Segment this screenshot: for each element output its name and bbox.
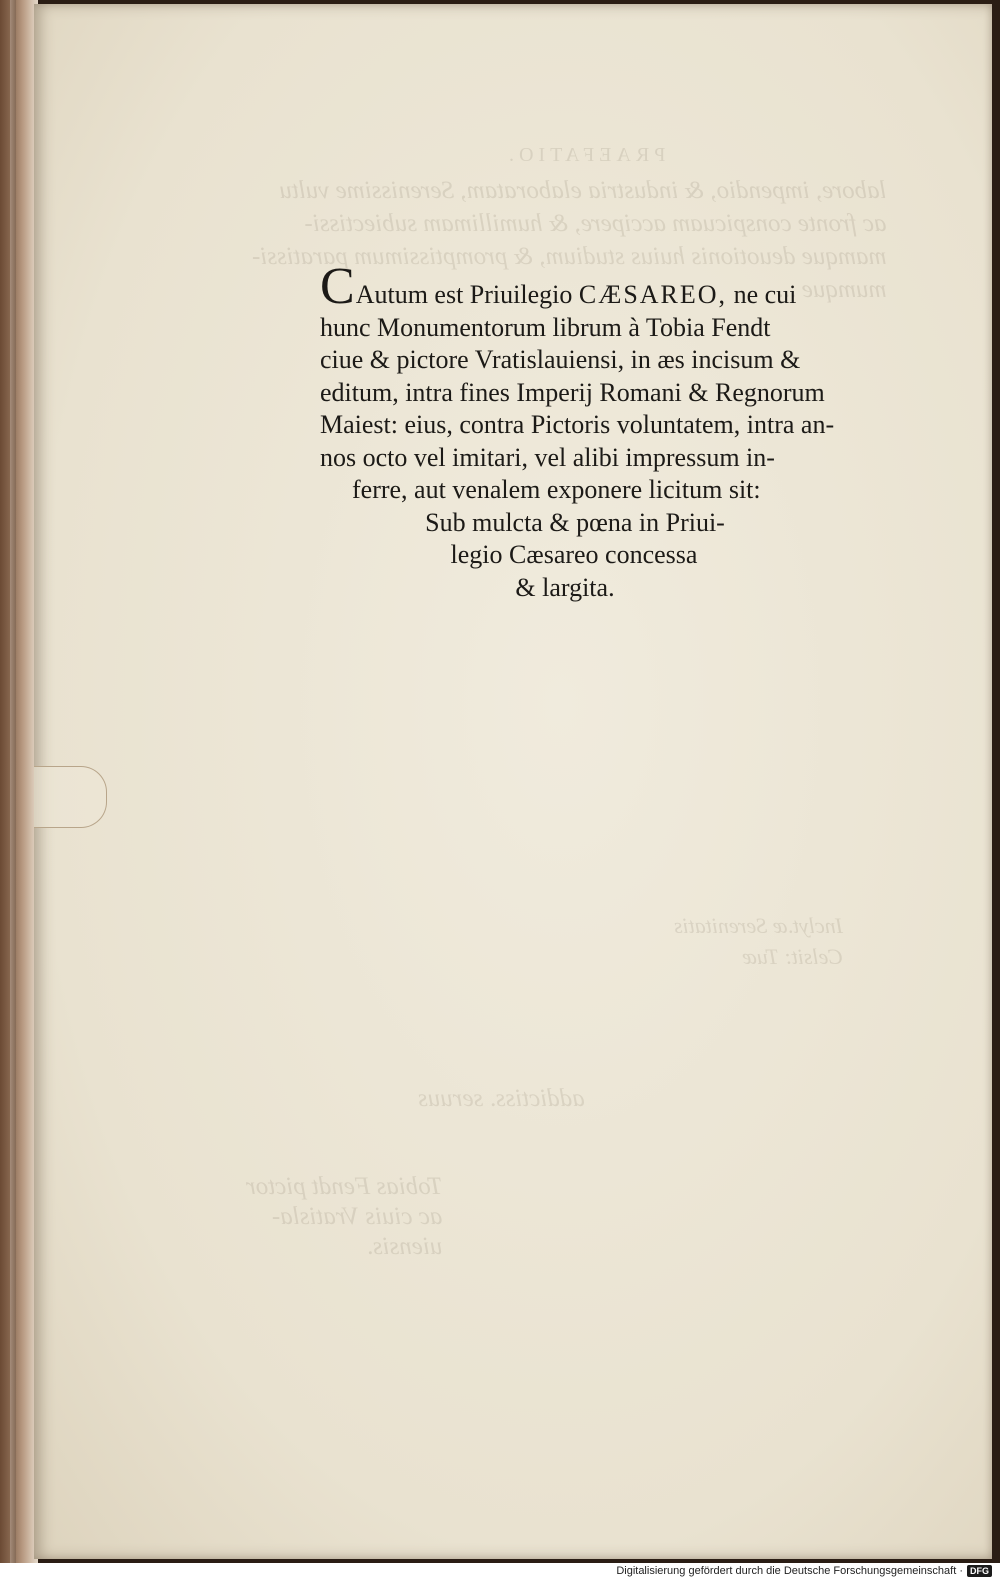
show-through-dedication: [674, 910, 843, 972]
show-through-line: mumque ...: [776, 276, 887, 303]
notice-line: ciue & pictore Vratislauiensi, in æs incisum &: [320, 345, 801, 374]
show-through-line: ac fronte conspicuam accipere, & humillimam subiectissi-: [304, 210, 887, 237]
notice-line: ferre, aut venalem exponere licitum sit:: [352, 475, 761, 504]
drop-cap: C: [320, 258, 355, 315]
digitization-footer: [616, 1563, 992, 1579]
book-page: [34, 4, 992, 1559]
notice-line: nos octo vel imitari, vel alibi impressum in-: [320, 442, 775, 472]
notice-line: editum, intra fines Imperij Romani & Regnorum: [320, 377, 825, 407]
show-through-signature: [246, 1172, 442, 1262]
show-through-line: mamque deuotionis huius studium, & promptissimum paratissi-: [252, 243, 887, 270]
notice-tail-line: Sub mulcta & pœna in Priui-: [425, 507, 725, 537]
show-through-header: PRAEFATIO.: [504, 144, 666, 166]
book-spine-edge: [0, 0, 38, 1563]
show-through-signoff: addictiss. seruus: [418, 1085, 585, 1112]
privilege-notice: [320, 258, 900, 604]
notice-tail-line: & largita.: [515, 572, 615, 602]
notice-text: ne cui: [727, 280, 797, 309]
dfg-logo: DFG: [967, 1565, 992, 1577]
show-through-line: Inclyt.æ Serenitatis: [674, 913, 844, 938]
show-through-line: Celsit: Tuæ: [742, 944, 844, 969]
show-through-line: labore, impendio, & industria elaboratam, Serenissime vultu: [279, 177, 887, 204]
notice-line: hunc Monumentorum librum à Tobia Fendt: [320, 312, 771, 342]
notice-line: Maiest: eius, contra Pictoris voluntatem, intra an-: [320, 410, 835, 439]
footer-credit: Digitalisierung gefördert durch die Deutsche Forschungsgemeinschaft ·: [616, 1565, 963, 1577]
show-through-line: uiensis.: [366, 1233, 443, 1260]
notice-line: [320, 258, 900, 315]
caesareo-word: CÆSAREO,: [578, 280, 728, 309]
show-through-line: ac ciuis Vratisla-: [271, 1203, 443, 1230]
bookmark-tab: [34, 766, 107, 828]
show-through-line: Tobias Fendt pictor: [246, 1173, 443, 1200]
notice-tail-line: legio Cæsareo concessa: [450, 540, 698, 569]
notice-text: Autum est Priuilegio: [355, 280, 579, 309]
